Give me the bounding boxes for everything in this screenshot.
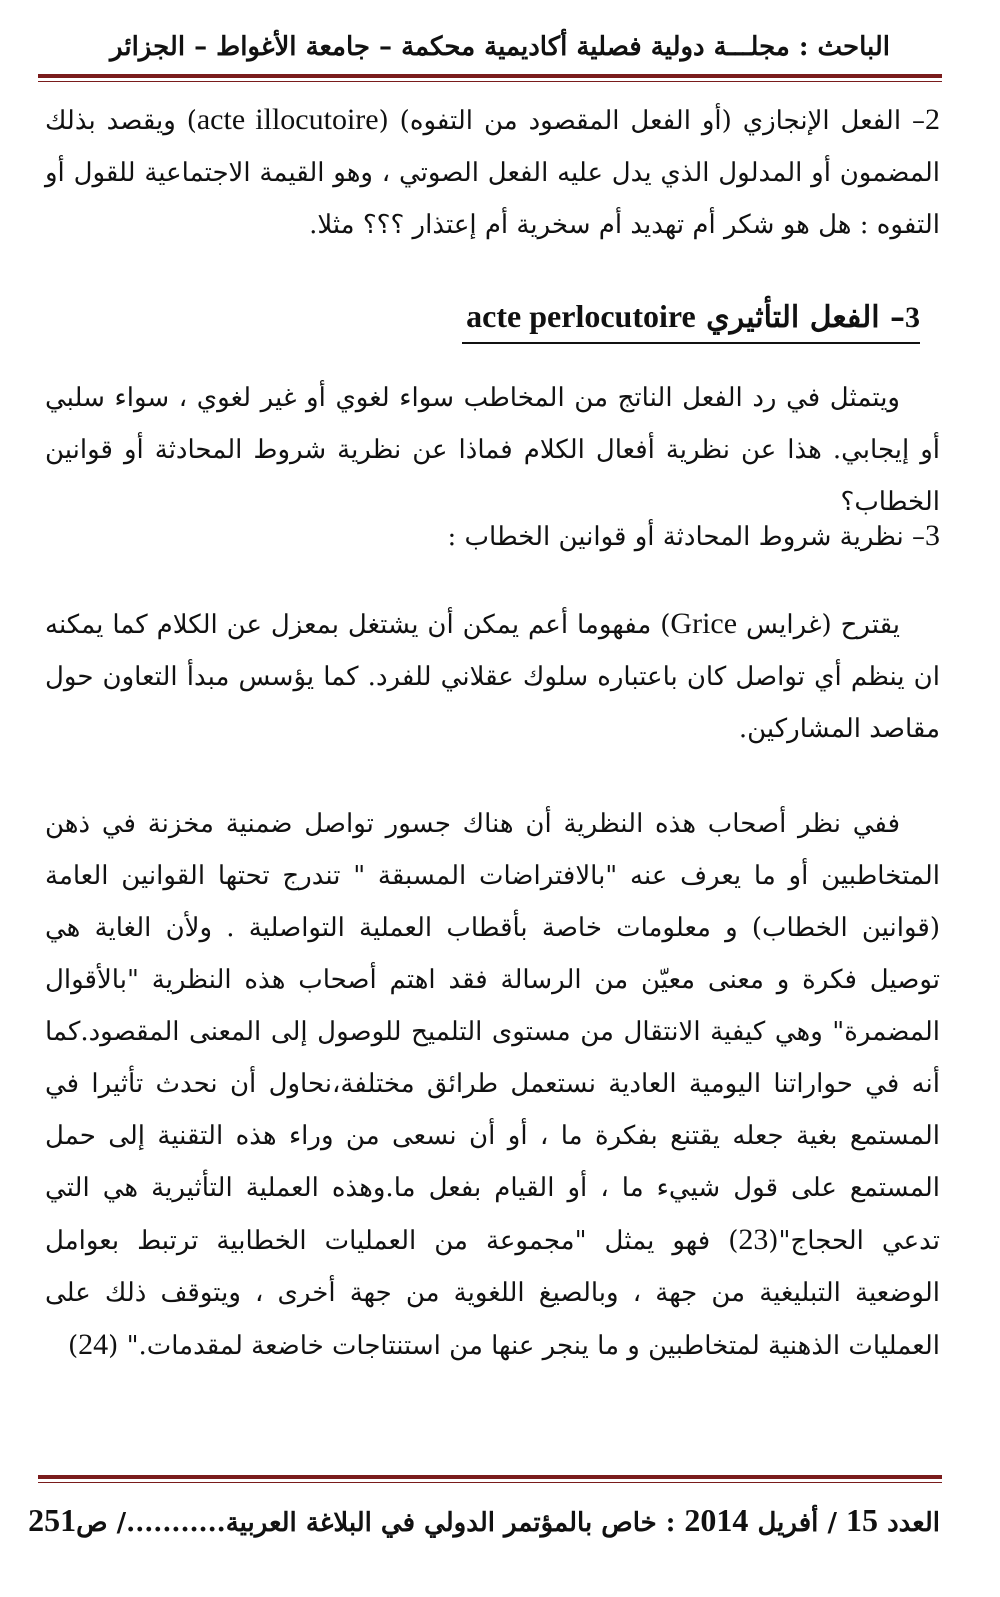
long-paragraph: [45, 798, 940, 1372]
section-3-heading: [462, 290, 920, 344]
journal-footer: [28, 1495, 940, 1545]
page-number: 251: [28, 1502, 77, 1538]
footer-rule-thin: [38, 1482, 942, 1483]
grice-text-end: ) مفهوما أعم يمكن أن يشتغل بمعزل عن الكلام كما يمكنه ان ينظم أي تواصل كان باعتباره سلوك عقلاني للفرد. كما يؤسس مبدأ التعاون حول مقاصد المشاركين.: [45, 610, 940, 744]
section-3-number: 3: [905, 301, 920, 334]
section-2-paragraph: [45, 94, 940, 251]
journal-header-text: الباحث : مجلـــة دولية فصلية أكاديمية محكمة – جامعة الأغواط – الجزائر: [109, 32, 891, 62]
header-rule-thin: [38, 81, 942, 82]
perlocutoire-paragraph: [45, 372, 940, 528]
term-illocutoire: acte illocutoire: [196, 103, 379, 136]
grice-text-start: يقترح (غرايس: [737, 610, 900, 640]
section-3b-label: – نظرية شروط المحادثة أو قوانين الخطاب :: [447, 522, 925, 552]
section-2-text-start: – الفعل الإنجازي (أو الفعل المقصود من التفوه) (: [378, 106, 926, 136]
perlocutoire-text: ويتمثل في رد الفعل الناتج من المخاطب سواء لغوي أو غير لغوي ، سواء سلبي أو إيجابي. هذا عن نظرية أفعال الكلام فماذا عن نظرية شروط المحادثة أو قوانين الخطاب؟: [45, 383, 940, 517]
footnote-ref-24: 24: [78, 1328, 109, 1361]
section-3b-number: 3: [925, 519, 940, 552]
footer-issue-number: 15: [846, 1502, 879, 1538]
footnote-ref-23: 23: [738, 1223, 769, 1256]
section-2-text-end: ) ويقصد بذلك المضمون أو المدلول الذي يدل عليه الفعل الصوتي ، وهو القيمة الاجتماعية للقول أو التفوه : هل هو شكر أم تهديد أم سخرية أم إعتذار ؟؟؟ مثلا.: [45, 106, 940, 240]
long-text-part2: ) فهو يمثل "مجموعة من العمليات الخطابية ترتبط بعوامل الوضعية التبليغية من جهة ، وبالصيغ اللغوية من جهة أخرى ، ويتوقف ذلك على العمليات الذهنية لمتخاطبين و ما ينجر عنها من استنتاجات خاضعة لمقدمات." (: [45, 1226, 940, 1361]
footer-issue-info: [76, 1495, 940, 1545]
footer-rule: [38, 1475, 942, 1479]
journal-header: [60, 24, 940, 70]
section-3-label: – الفعل التأثيري: [706, 300, 905, 335]
footer-issue-label: العدد: [887, 1508, 940, 1538]
header-rule: [38, 74, 942, 78]
long-text-part3: ): [68, 1331, 79, 1361]
footer-year: 2014: [684, 1502, 749, 1538]
term-grice: Grice: [670, 607, 738, 640]
grice-paragraph: [45, 598, 940, 755]
long-text-part1: ففي نظر أصحاب هذه النظرية أن هناك جسور تواصل ضمنية مخزنة في ذهن المتخاطبين أو ما يعرف عنه "بالافتراضات المسبقة " تندرج تحتها القوانين العامة (قوانين الخطاب) و معلومات خاصة بأقطاب العملية التواصلية . ولأن الغاية هي توصيل فكرة و معنى معيّن من الرسالة فقد اهتم أصحاب هذه النظرية "بالأقوال المضمرة" وهي كيفية الانتقال من مستوى التلميح للوصول إلى المعنى المقصود.كما أنه في حواراتنا اليومية العادية نستعمل طرائق مختلفة،نحاول أن نحدث تأثيرا في المستمع بغية جعله يقتنع بفكرة ما ، أو أن نسعى من وراء هذه التقنية إلى حمل المستمع على قول شييء ما ، أو القيام بفعل ما.وهذه العملية التأثيرية هي التي تدعي الحجاج"(: [45, 809, 940, 1256]
footer-month: / أفريل: [757, 1508, 837, 1538]
section-3b-heading: [45, 510, 940, 563]
section-2-number: 2: [925, 103, 941, 136]
footer-special: : خاص بالمؤتمر الدولي في البلاغة العربية.........../ ص: [76, 1508, 676, 1538]
term-perlocutoire: acte perlocutoire: [466, 298, 696, 334]
